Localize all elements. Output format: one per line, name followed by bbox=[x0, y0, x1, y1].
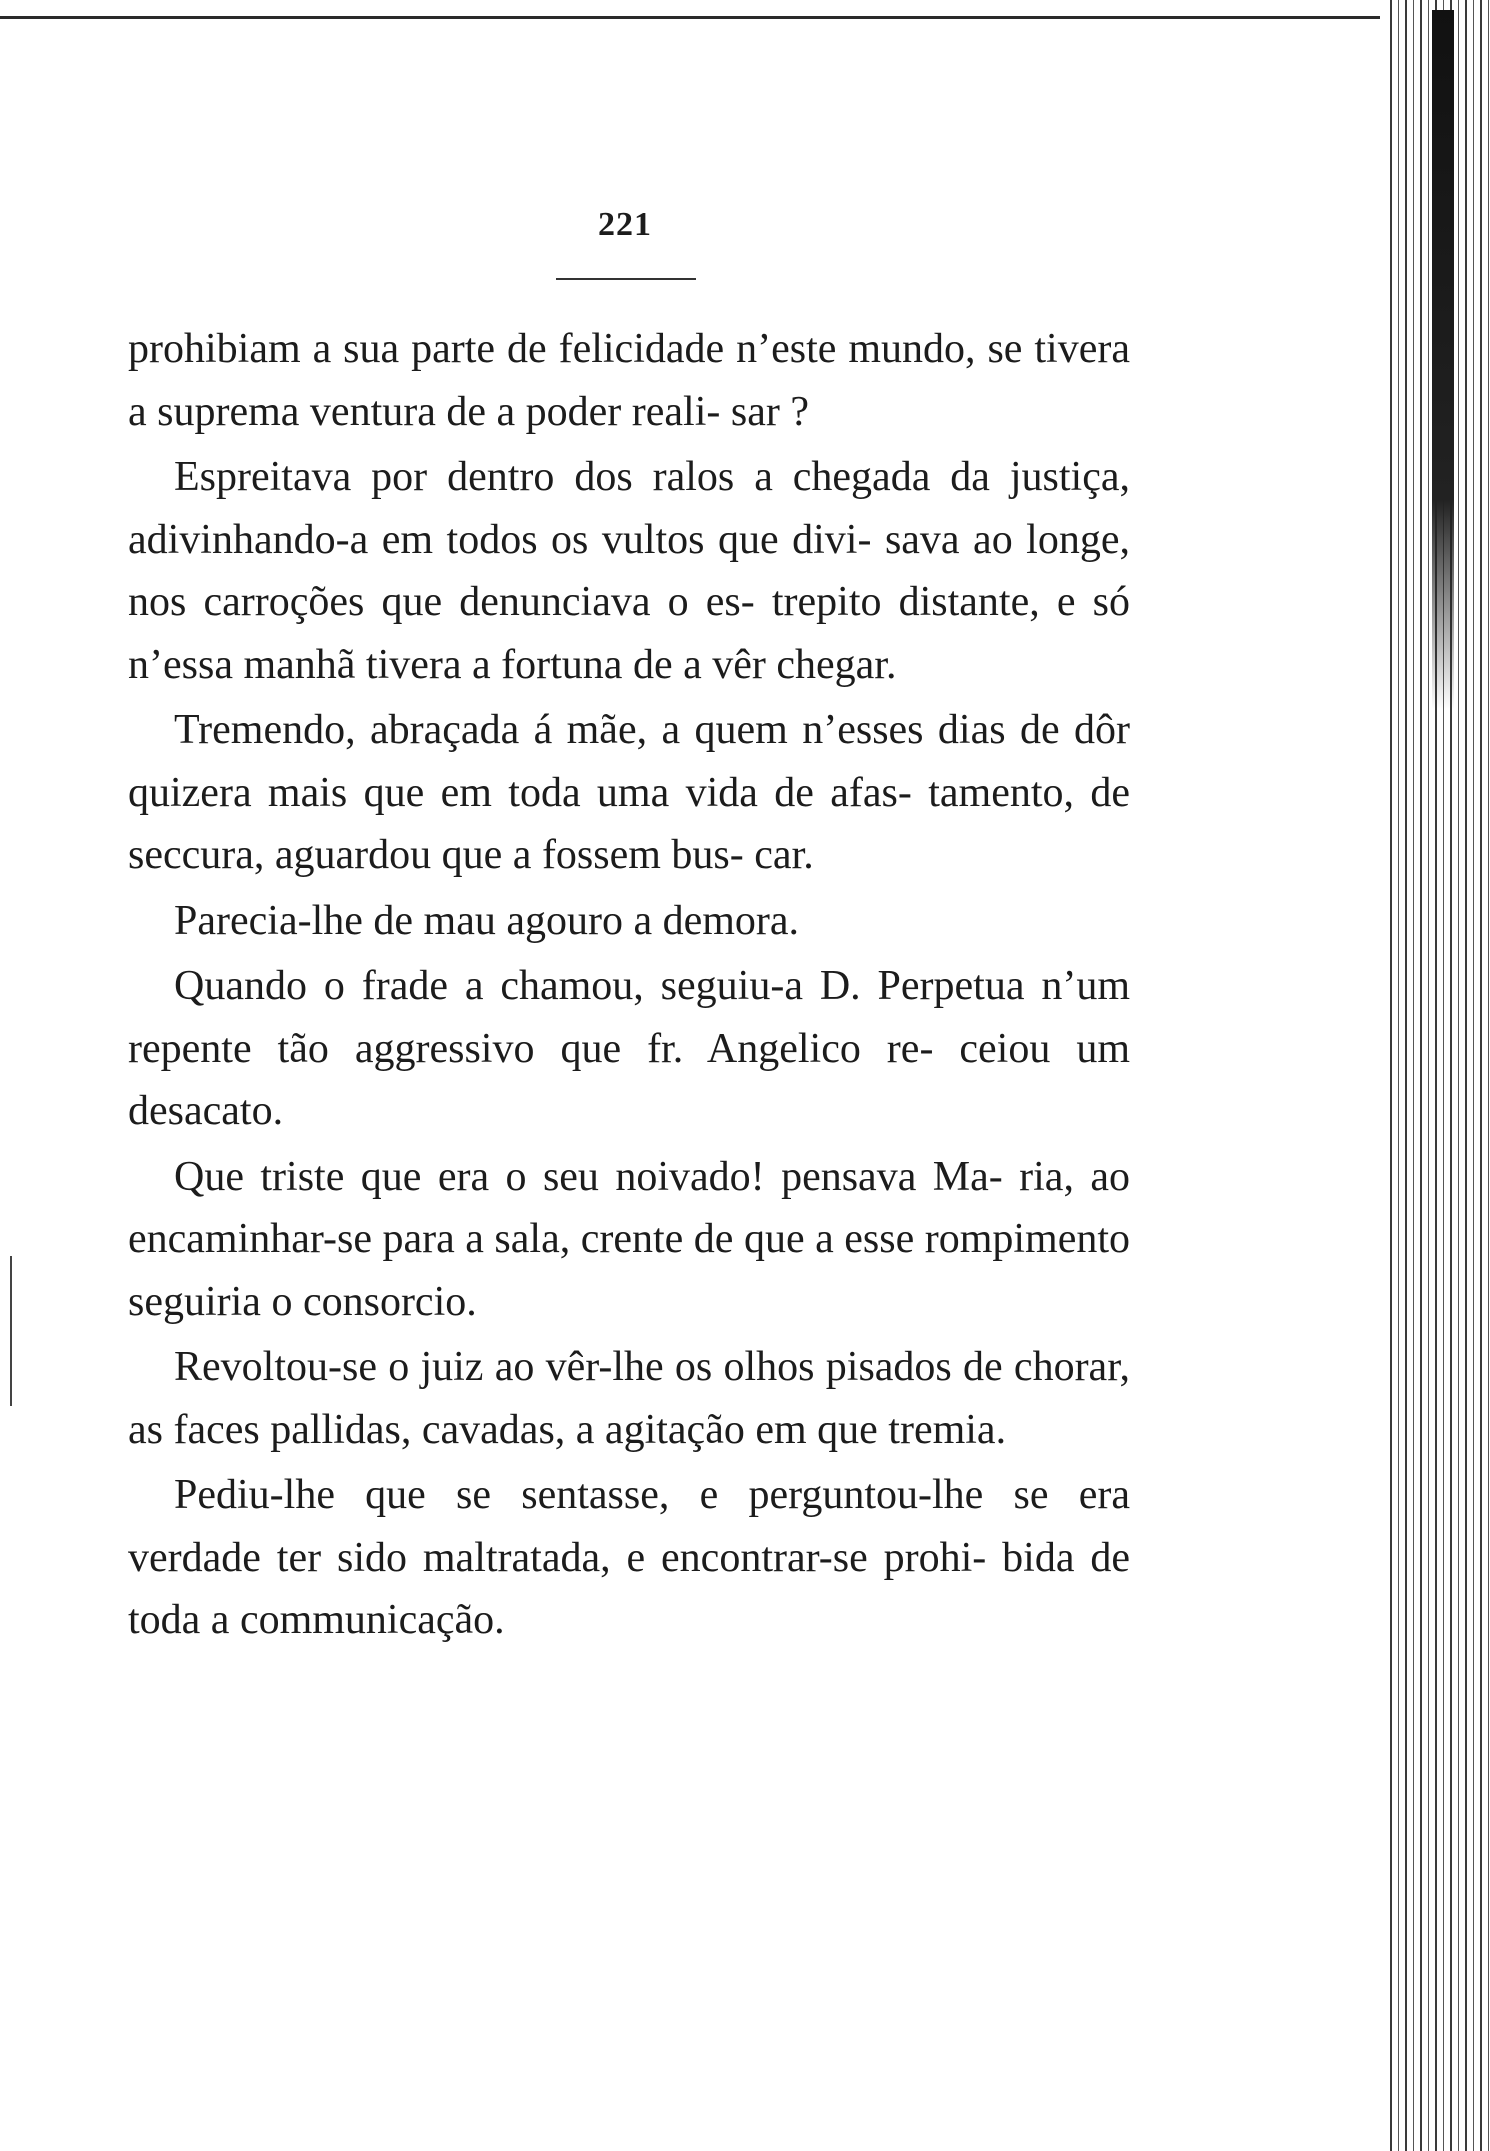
paragraph-7: Revoltou-se o juiz ao vêr-lhe os olhos pisados de chorar, as faces pallidas, cavadas, a agitação em que tremia. bbox=[128, 1344, 1130, 1453]
paragraph-1: prohibiam a sua parte de felicidade n’este mundo, se tivera a suprema ventura de a poder reali- sar ? bbox=[128, 326, 1130, 435]
paragraph-2: Espreitava por dentro dos ralos a chegada da justiça, adivinhando-a em todos os vultos que divi- sava ao longe, nos carroções que denunciava o es- trepito distante, e só n’essa manhã tivera a fortuna de a vêr chegar. bbox=[128, 454, 1130, 688]
paragraph-4: Parecia-lhe de mau agouro a demora. bbox=[174, 897, 800, 944]
paragraph-6: Que triste que era o seu noivado! pensava Ma- ria, ao encaminhar-se para a sala, crente de que a esse rompimento seguiria o consorcio. bbox=[128, 1153, 1131, 1325]
margin-mark bbox=[10, 1256, 12, 1406]
paragraph-5: Quando o frade a chamou, seguiu-a D. Perpetua n’um repente tão aggressivo que fr. Angelico re- ceiou um desacato. bbox=[128, 963, 1130, 1134]
page-number: 221 bbox=[598, 206, 652, 243]
paragraph-3: Tremendo, abraçada á mãe, a quem n’esses dias de dôr quizera mais que em toda uma vida de afas- tamento, de seccura, aguardou que a fossem bus- car. bbox=[128, 707, 1130, 878]
page-edge-shadow bbox=[1432, 10, 1454, 710]
top-border-line bbox=[0, 16, 1380, 19]
paragraph-8: Pediu-lhe que se sentasse, e perguntou-lhe se era verdade ter sido maltratada, e encontrar-se prohi- bida de toda a communicação. bbox=[128, 1472, 1130, 1643]
page-number-rule bbox=[556, 278, 696, 280]
body-text bbox=[128, 318, 1130, 1652]
